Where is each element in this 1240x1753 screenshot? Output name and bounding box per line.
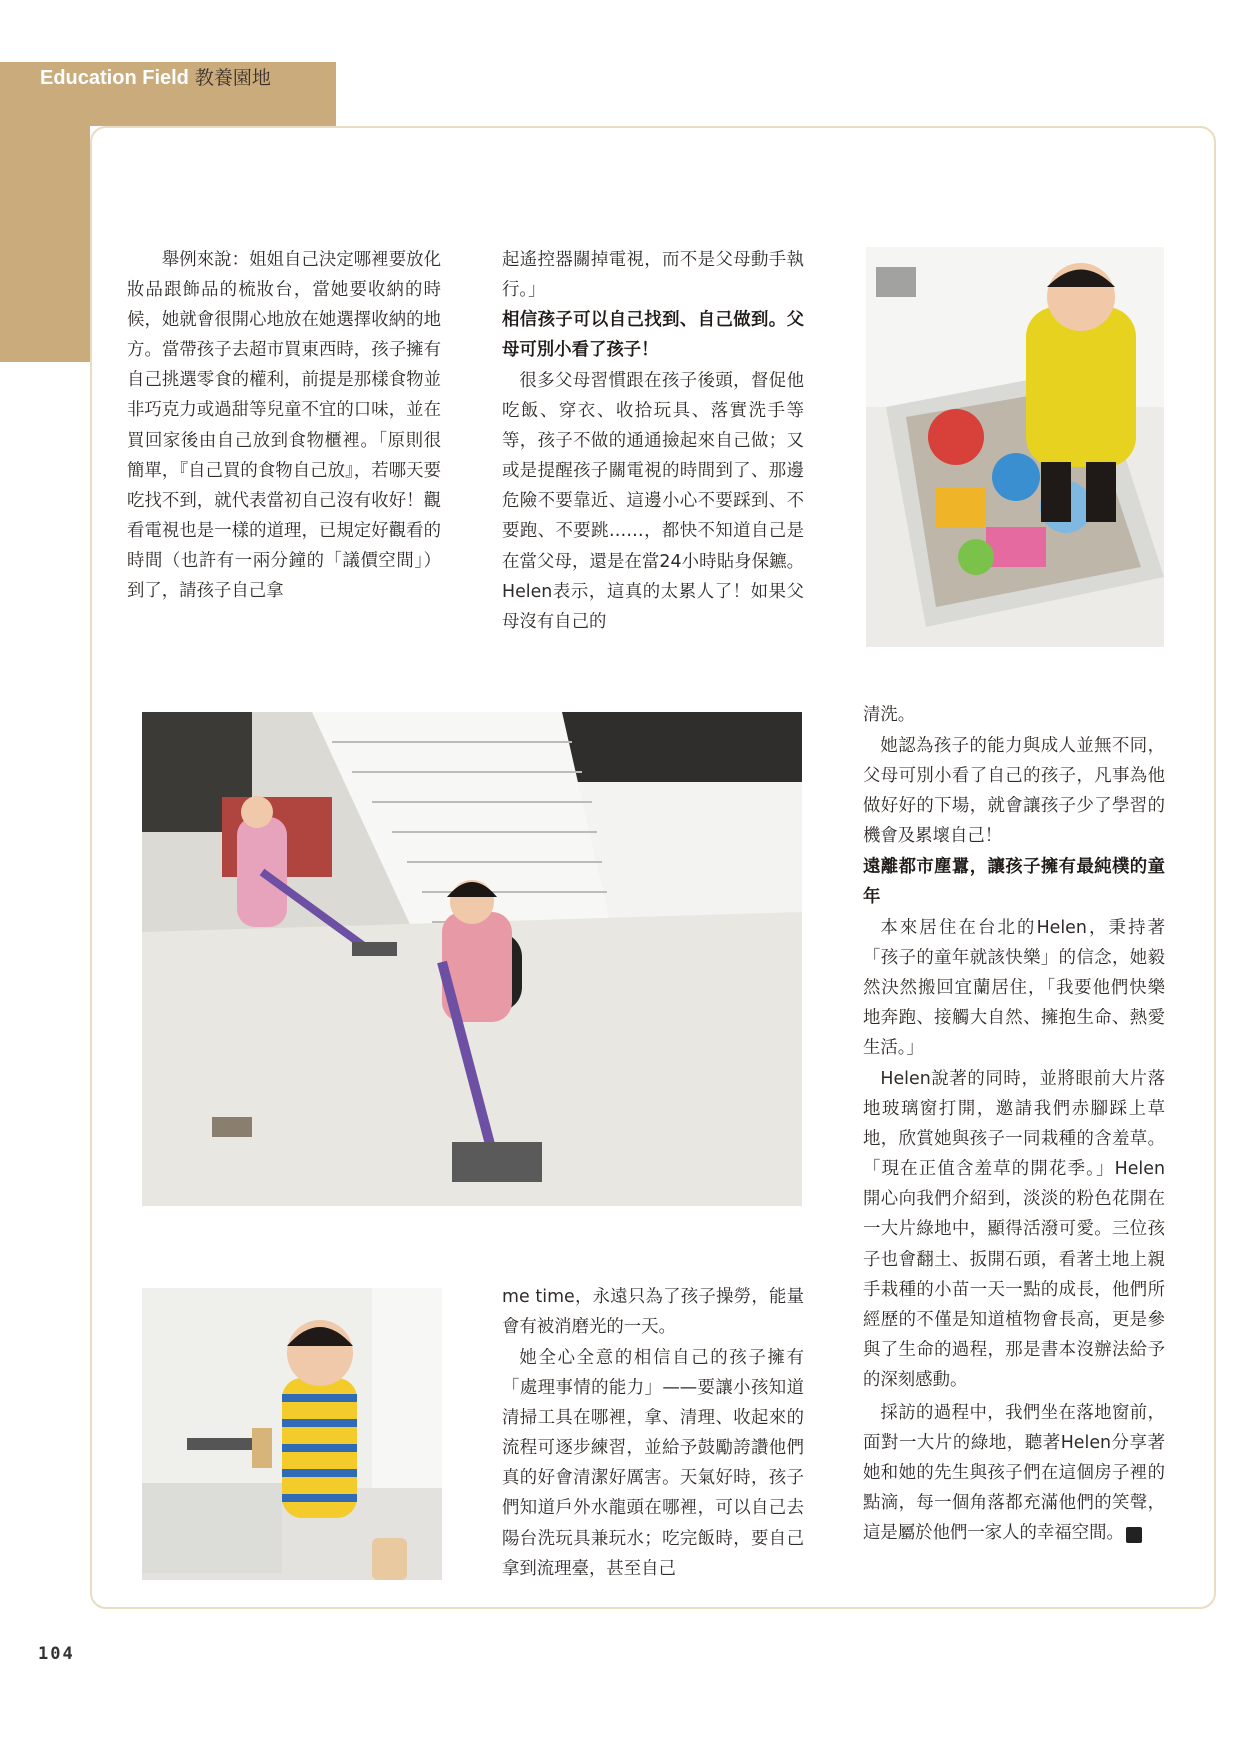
magazine-end-icon: m: [1126, 1527, 1142, 1543]
col3-paragraph-3: Helen說著的同時，並將眼前大片落地玻璃窗打開，邀請我們赤腳踩上草地，欣賞她與孩子一同栽種的含羞草。「現在正值含羞草的開花季。」Helen開心向我們介紹到，淡淡的粉色花開在一大片綠地中，顯得活潑可愛。三位孩子也會翻土、扳開石頭，看著土地上親手栽種的小苗一天一點的成長，他們所經歷的不僅是知道植物會長高，更是參與了生命的過程，那是書本沒辦法給予的深刻感動。: [863, 1069, 1165, 1390]
col2-paragraph-1: 起遙控器關掉電視，而不是父母動手執行。」: [502, 250, 804, 301]
section-title-zh: 教養園地: [194, 67, 271, 89]
col2-paragraph-2: 很多父母習慣跟在孩子後頭，督促他吃飯、穿衣、收拾玩具、落實洗手等等，孩子不做的通通撿起來自己做；又或是提醒孩子關電視的時間到了、那邊危險不要靠近、這邊小心不要踩到、不要跑、不要跳……，都快不知道自己是在當父母，還是在當24小時貼身保鑣。Helen表示，這真的太累人了！如果父母沒有自己的: [502, 371, 804, 632]
section-title-en: Education Field: [40, 67, 189, 89]
col3-paragraph-4-text: 採訪的過程中，我們坐在落地窗前，面對一大片的綠地，聽著Helen分享著她和她的先生與孩子們在這個房子裡的點滴，每一個角落都充滿他們的笑聲，這是屬於他們一家人的幸福空間。: [863, 1403, 1165, 1544]
photo-child-sink: [142, 1288, 442, 1580]
col2-subheading: 相信孩子可以自己找到、自己做到。父母可別小看了孩子！: [502, 310, 804, 361]
col2b-paragraph-1: me time，永遠只為了孩子操勞，能量會有被消磨光的一天。: [502, 1287, 804, 1338]
photo-toy-drawer: [866, 247, 1164, 647]
section-label: [40, 62, 271, 94]
col3-paragraph-0: 清洗。: [863, 705, 916, 725]
page-number: 104: [38, 1644, 75, 1664]
col1-paragraph-1: 舉例來說：姐姐自己決定哪裡要放化妝品跟飾品的梳妝台，當她要收納的時候，她就會很開心地放在她選擇收納的地方。當帶孩子去超市買東西時，孩子擁有自己挑選零食的權利，前提是那樣食物並非巧克力或過甜等兒童不宜的口味，並在買回家後由自己放到食物櫃裡。「原則很簡單，『自己買的食物自己放』，若哪天要吃找不到，就代表當初自己沒有收好！觀看電視也是一樣的道理，已規定好觀看的時間（也許有一兩分鐘的「議價空間」）到了，請孩子自己拿: [127, 250, 441, 602]
col3-subheading: 遠離都市塵囂，讓孩子擁有最純樸的童年: [863, 857, 1165, 908]
photo-kids-vacuuming: [142, 712, 802, 1206]
col3-paragraph-2: 本來居住在台北的Helen，秉持著「孩子的童年就該快樂」的信念，她毅然決然搬回宜蘭居住，「我要他們快樂地奔跑、接觸大自然、擁抱生命、熱愛生活。」: [863, 918, 1165, 1059]
col3-paragraph-4: [863, 1398, 1165, 1548]
col2b-paragraph-2: 她全心全意的相信自己的孩子擁有「處理事情的能力」——要讓小孩知道清掃工具在哪裡，拿、清理、收起來的流程可逐步練習，並給予鼓勵誇讚他們真的好會清潔好厲害。天氣好時，孩子們知道戶外水龍頭在哪裡，可以自己去陽台洗玩具兼玩水；吃完飯時，要自己拿到流理臺，甚至自己: [502, 1348, 804, 1579]
col3-paragraph-1: 她認為孩子的能力與成人並無不同，父母可別小看了自己的孩子，凡事為他做好好的下場，就會讓孩子少了學習的機會及累壞自己！: [863, 736, 1165, 847]
section-side-strip: [0, 126, 90, 362]
